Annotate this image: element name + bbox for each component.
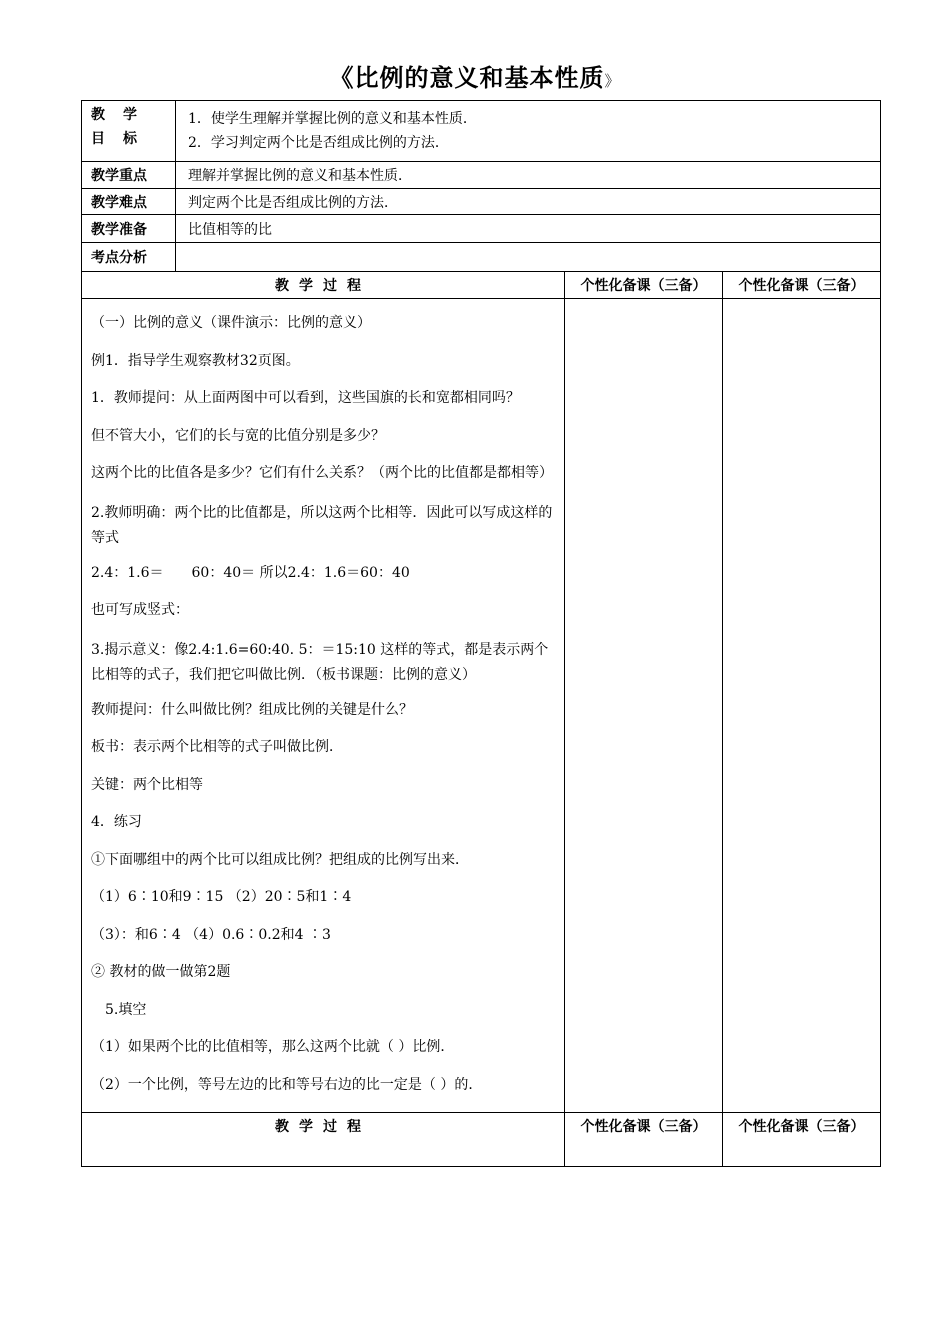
title-text: 《比例的意义和基本性质	[329, 64, 605, 92]
preparation-label: 教学准备	[82, 215, 176, 243]
process-body-row	[82, 299, 881, 1113]
process-line: 5.填空	[105, 1001, 147, 1018]
process-line: 例1．指导学生观察教材32页图。	[91, 352, 300, 369]
key-point-row	[82, 162, 881, 189]
process-line: 2.教师明确：两个比的比值都是，所以这两个比相等．因此可以写成这样的等式	[91, 504, 553, 546]
personal-prep-header-repeat-2: 个性化备课（三备）	[723, 1113, 881, 1167]
preparation-row	[82, 215, 881, 243]
process-line: ② 教材的做一做第2题	[91, 964, 231, 980]
process-line: 3.揭示意义：像2.4:1.6=60:40. 5：＝15:10 这样的等式，都是表示两个比相等的式子，我们把它叫做比例．（板书课题：比例的意义）	[91, 641, 549, 683]
difficulty-label: 教学难点	[82, 189, 176, 215]
process-line: 板书：表示两个比相等的式子叫做比例．	[91, 739, 343, 755]
process-line: 2.4：1.6＝ 60：40＝ 所以2.4：1.6＝60：40	[91, 564, 410, 581]
process-line: ①下面哪组中的两个比可以组成比例？把组成的比例写出来．	[91, 851, 469, 868]
analysis-row	[82, 243, 881, 272]
personal-prep-header-repeat-1: 个性化备课（三备）	[565, 1113, 723, 1167]
personal-prep-header-1: 个性化备课（三备）	[565, 272, 723, 299]
goals-label-line2: 目 标	[91, 131, 139, 147]
process-line: 也可写成竖式：	[91, 602, 189, 618]
goal-item: 2．学习判定两个比是否组成比例的方法．	[188, 135, 449, 151]
personal-prep-header-2: 个性化备课（三备）	[723, 272, 881, 299]
process-line: 1．教师提问：从上面两图中可以看到，这些国旗的长和宽都相同吗？	[91, 390, 520, 406]
preparation-value: 比值相等的比	[176, 215, 881, 243]
goals-row	[82, 101, 881, 162]
analysis-label: 考点分析	[82, 243, 176, 272]
goals-content	[176, 101, 881, 162]
document-title	[0, 58, 950, 93]
process-footer-row	[82, 1113, 881, 1167]
key-point-label: 教学重点	[82, 162, 176, 189]
goals-label	[82, 101, 176, 162]
process-line: 关键：两个比相等	[91, 776, 203, 793]
key-point-value: 理解并掌握比例的意义和基本性质．	[176, 162, 881, 189]
process-line: （2）一个比例，等号左边的比和等号右边的比一定是（ ）的．	[91, 1076, 483, 1093]
process-header-row	[82, 272, 881, 299]
goals-label-line1: 教 学	[91, 107, 139, 123]
process-header: 教学过程	[82, 272, 565, 299]
process-line: 教师提问：什么叫做比例？组成比例的关键是什么？	[91, 701, 413, 718]
title-close-mark: 》	[604, 72, 621, 90]
process-line: （一）比例的意义（课件演示：比例的意义）	[91, 315, 371, 331]
personal-prep-column-1	[565, 299, 723, 1113]
goal-item: 1．使学生理解并掌握比例的意义和基本性质．	[188, 111, 477, 127]
personal-prep-column-2	[723, 299, 881, 1113]
process-line: （1）6∶10和9∶15 （2）20∶5和1∶4	[91, 889, 352, 905]
analysis-value	[176, 243, 881, 272]
process-line: 4．练习	[91, 814, 142, 830]
difficulty-value: 判定两个比是否组成比例的方法．	[176, 189, 881, 215]
process-line: 这两个比的比值各是多少？它们有什么关系？（两个比的比值都是都相等）	[91, 465, 553, 481]
lesson-plan-table	[81, 100, 881, 1167]
process-content	[82, 299, 565, 1113]
process-header-repeat: 教学过程	[82, 1113, 565, 1167]
difficulty-row	[82, 189, 881, 215]
process-line: （1）如果两个比的比值相等，那么这两个比就（ ）比例．	[91, 1039, 455, 1055]
process-line: 但不管大小，它们的长与宽的比值分别是多少？	[91, 427, 385, 444]
process-line: （3）：和6∶4 （4）0.6∶0.2和4 ∶3	[91, 926, 331, 943]
